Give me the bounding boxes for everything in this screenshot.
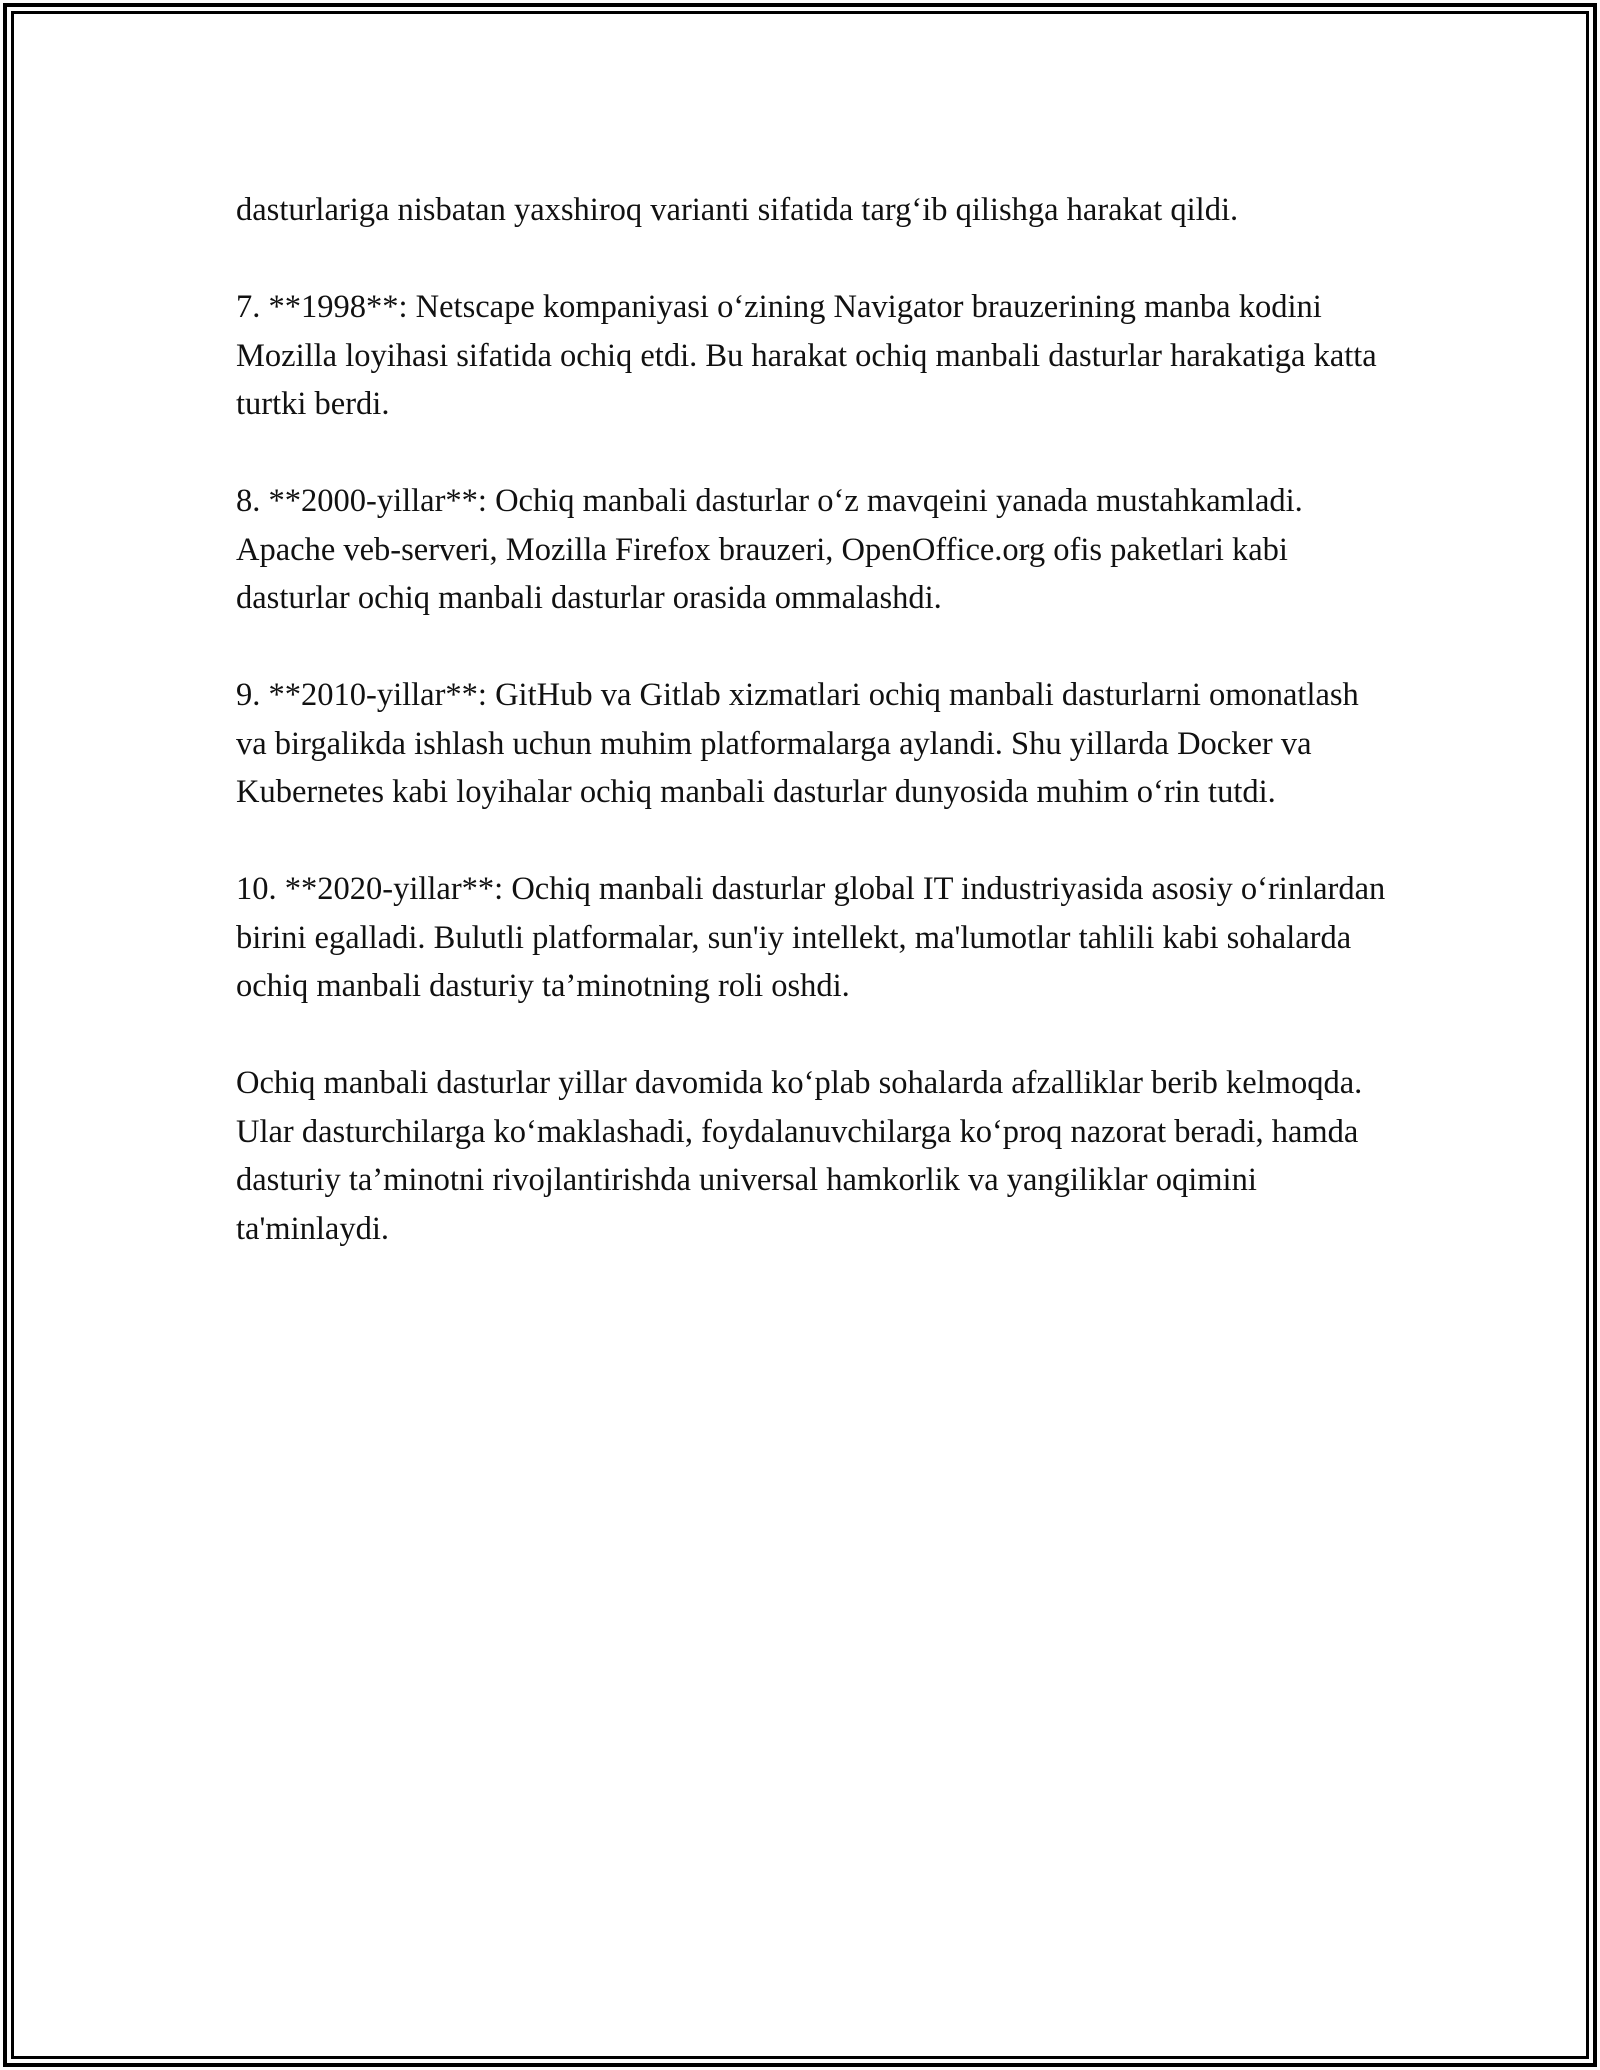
list-item-2000s: 8. **2000-yillar**: Ochiq manbali dasturlar oʻz mavqeini yanada mustahkamladi. Apache veb-serveri, Mozilla Firefox brauzeri, OpenOffice.org ofis paketlari kabi dasturlar ochiq manbali dasturlar orasida ommalashdi.: [236, 483, 1303, 616]
paragraph-conclusion: Ochiq manbali dasturlar yillar davomida koʻplab sohalarda afzalliklar berib kelmoqda. Ular dasturchilarga koʻmaklashadi, foydalanuvchilarga koʻproq nazorat beradi, hamda dasturiy ta’minotni rivojlantirishda universal hamkorlik va yangiliklar oqimini ta'minlaydi.: [236, 1065, 1363, 1247]
paragraph-continuation: dasturlariga nisbatan yaxshiroq varianti sifatida targʻib qilishga harakat qildi.: [236, 192, 1239, 228]
document-body: [236, 186, 1386, 1302]
list-item-2010s: 9. **2010-yillar**: GitHub va Gitlab xizmatlari ochiq manbali dasturlarni omonatlash va birgalikda ishlash uchun muhim platformalarga aylandi. Shu yillarda Docker va Kubernetes kabi loyihalar ochiq manbali dasturlar dunyosida muhim oʻrin tutdi.: [236, 677, 1359, 810]
list-item-2020s: 10. **2020-yillar**: Ochiq manbali dasturlar global IT industriyasida asosiy oʻrinlardan birini egalladi. Bulutli platformalar, sun'iy intellekt, ma'lumotlar tahlili kabi sohalarda ochiq manbali dasturiy ta’minotning roli oshdi.: [236, 871, 1386, 1004]
list-item-1998: 7. **1998**: Netscape kompaniyasi oʻzining Navigator brauzerining manba kodini Mozilla loyihasi sifatida ochiq etdi. Bu harakat ochiq manbali dasturlar harakatiga katta turtki berdi.: [236, 289, 1377, 422]
